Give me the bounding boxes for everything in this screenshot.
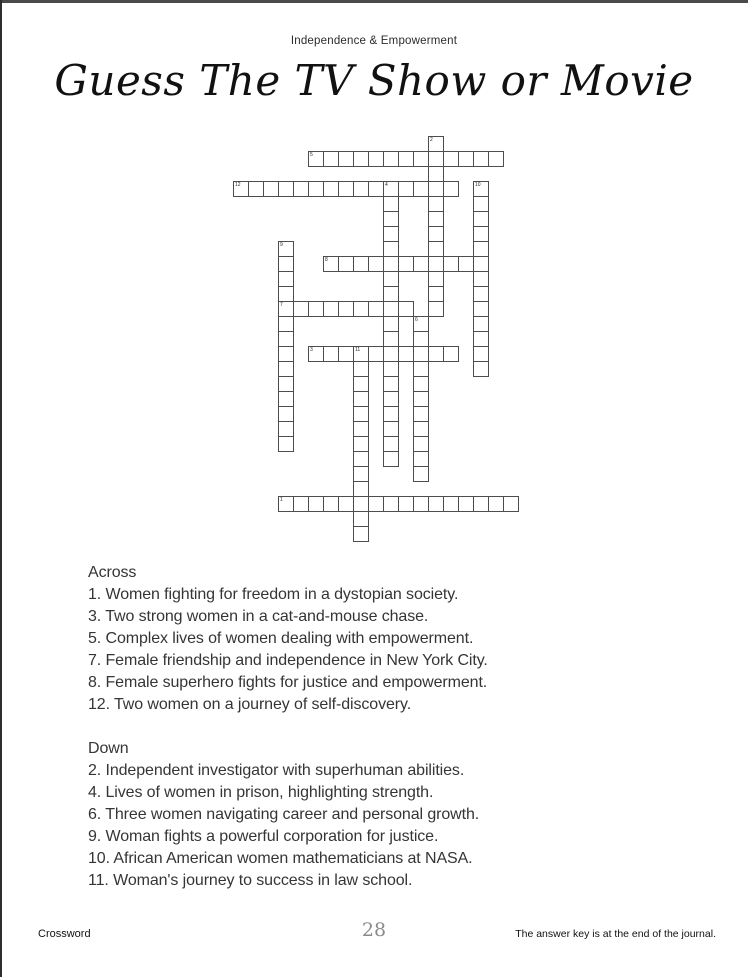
crossword-cell[interactable] — [503, 496, 519, 512]
crossword-cell[interactable] — [323, 181, 339, 197]
crossword-cell[interactable] — [278, 301, 294, 317]
crossword-cell[interactable] — [308, 181, 324, 197]
crossword-cell[interactable] — [413, 151, 429, 167]
crossword-cell[interactable] — [398, 181, 414, 197]
crossword-cell[interactable] — [383, 226, 399, 242]
crossword-cell[interactable] — [428, 166, 444, 182]
crossword-cell[interactable] — [428, 136, 444, 152]
crossword-cell[interactable] — [368, 496, 384, 512]
clue-5: 5. Complex lives of women dealing with empowerment. — [88, 630, 474, 647]
crossword-cell[interactable] — [473, 301, 489, 317]
crossword-cell[interactable] — [278, 271, 294, 287]
crossword-grid — [233, 136, 519, 542]
clue-10: 10. African American women mathematicians at NASA. — [88, 850, 473, 867]
crossword-cell[interactable] — [338, 496, 354, 512]
cell-number: 3 — [310, 347, 313, 353]
crossword-cell[interactable] — [398, 496, 414, 512]
crossword-cell[interactable] — [353, 496, 369, 512]
crossword-cell[interactable] — [323, 151, 339, 167]
crossword-cell[interactable] — [278, 286, 294, 302]
crossword-cell[interactable] — [368, 301, 384, 317]
crossword-cell[interactable] — [428, 286, 444, 302]
crossword-cell[interactable] — [353, 391, 369, 407]
crossword-cell[interactable] — [428, 301, 444, 317]
crossword-cell[interactable] — [338, 151, 354, 167]
crossword-cell[interactable] — [383, 196, 399, 212]
crossword-cell[interactable] — [383, 376, 399, 392]
crossword-cell[interactable] — [278, 346, 294, 362]
crossword-cell[interactable] — [353, 376, 369, 392]
crossword-cell[interactable] — [278, 316, 294, 332]
crossword-cell[interactable] — [353, 256, 369, 272]
crossword-cell[interactable] — [383, 451, 399, 467]
crossword-cell[interactable] — [473, 226, 489, 242]
cell-number: 6 — [415, 317, 418, 323]
crossword-cell[interactable] — [353, 421, 369, 437]
crossword-cell[interactable] — [428, 256, 444, 272]
crossword-cell[interactable] — [413, 406, 429, 422]
crossword-cell[interactable] — [428, 226, 444, 242]
cell-number: 12 — [235, 182, 241, 188]
crossword-cell[interactable] — [338, 346, 354, 362]
crossword-cell[interactable] — [383, 241, 399, 257]
crossword-cell[interactable] — [293, 181, 309, 197]
crossword-cell[interactable] — [473, 151, 489, 167]
running-header: Independence & Empowerment — [290, 35, 458, 47]
crossword-cell[interactable] — [428, 211, 444, 227]
clue-6: 6. Three women navigating career and personal growth. — [88, 806, 480, 823]
crossword-cell[interactable] — [458, 151, 474, 167]
crossword-cell[interactable] — [413, 376, 429, 392]
crossword-cell[interactable] — [308, 496, 324, 512]
crossword-cell[interactable] — [428, 241, 444, 257]
crossword-cell[interactable] — [353, 481, 369, 497]
crossword-cell[interactable] — [413, 331, 429, 347]
crossword-cell[interactable] — [383, 301, 399, 317]
crossword-cell[interactable] — [278, 181, 294, 197]
crossword-cell[interactable] — [428, 496, 444, 512]
crossword-cell[interactable] — [473, 256, 489, 272]
crossword-cell[interactable] — [278, 421, 294, 437]
crossword-cell[interactable] — [398, 151, 414, 167]
crossword-cell[interactable] — [488, 151, 504, 167]
crossword-cell[interactable] — [413, 181, 429, 197]
crossword-cell[interactable] — [383, 181, 399, 197]
down-clue-list — [88, 760, 688, 892]
crossword-cell[interactable] — [278, 241, 294, 257]
clues-gap — [88, 716, 688, 738]
crossword-cell[interactable] — [488, 496, 504, 512]
crossword-cell[interactable] — [398, 256, 414, 272]
clue-2: 2. Independent investigator with superhuman abilities. — [88, 762, 465, 779]
page-title: Guess The TV Show or Movie — [54, 56, 694, 105]
crossword-cell[interactable] — [353, 346, 369, 362]
crossword-cell[interactable] — [428, 151, 444, 167]
crossword-cell[interactable] — [428, 196, 444, 212]
crossword-cell[interactable] — [473, 496, 489, 512]
crossword-cell[interactable] — [278, 256, 294, 272]
crossword-cell[interactable] — [278, 436, 294, 452]
clue-3: 3. Two strong women in a cat-and-mouse chase. — [88, 608, 429, 625]
crossword-cell[interactable] — [473, 271, 489, 287]
clue-12: 12. Two women on a journey of self-discovery. — [88, 696, 412, 713]
crossword-cell[interactable] — [413, 421, 429, 437]
crossword-cell[interactable] — [473, 286, 489, 302]
clues-section — [88, 562, 688, 892]
crossword-cell[interactable] — [368, 151, 384, 167]
crossword-cell[interactable] — [383, 361, 399, 377]
crossword-cell[interactable] — [338, 181, 354, 197]
crossword-cell[interactable] — [428, 181, 444, 197]
crossword-cell[interactable] — [473, 331, 489, 347]
crossword-cell[interactable] — [428, 346, 444, 362]
crossword-cell[interactable] — [293, 301, 309, 317]
cell-number: 9 — [280, 242, 283, 248]
crossword-cell[interactable] — [368, 256, 384, 272]
crossword-cell[interactable] — [383, 211, 399, 227]
crossword-cell[interactable] — [398, 346, 414, 362]
crossword-cell[interactable] — [278, 496, 294, 512]
crossword-cell[interactable] — [473, 196, 489, 212]
crossword-cell[interactable] — [383, 406, 399, 422]
clue-8: 8. Female superhero fights for justice and empowerment. — [88, 674, 488, 691]
crossword-cell[interactable] — [263, 181, 279, 197]
crossword-cell[interactable] — [383, 421, 399, 437]
cell-number: 10 — [475, 182, 481, 188]
crossword-cell[interactable] — [233, 181, 249, 197]
crossword-cell[interactable] — [443, 346, 459, 362]
clue-9: 9. Woman fights a powerful corporation for justice. — [88, 828, 439, 845]
crossword-cell[interactable] — [353, 511, 369, 527]
clue-4: 4. Lives of women in prison, highlighting strength. — [88, 784, 434, 801]
clue-11: 11. Woman's journey to success in law school. — [88, 872, 413, 889]
crossword-cell[interactable] — [353, 361, 369, 377]
cell-number: 7 — [280, 302, 283, 308]
crossword-cell[interactable] — [323, 256, 339, 272]
crossword-cell[interactable] — [383, 496, 399, 512]
crossword-cell[interactable] — [353, 181, 369, 197]
crossword-cell[interactable] — [428, 271, 444, 287]
crossword-cell[interactable] — [383, 436, 399, 452]
crossword-cell[interactable] — [473, 241, 489, 257]
crossword-cell[interactable] — [338, 256, 354, 272]
crossword-cell[interactable] — [353, 436, 369, 452]
cell-number: 5 — [310, 152, 313, 158]
crossword-cell[interactable] — [293, 496, 309, 512]
crossword-cell[interactable] — [458, 496, 474, 512]
crossword-cell[interactable] — [308, 151, 324, 167]
crossword-cell[interactable] — [413, 346, 429, 362]
crossword-cell[interactable] — [323, 346, 339, 362]
crossword-cell[interactable] — [413, 391, 429, 407]
page-top-border — [0, 0, 748, 3]
crossword-cell[interactable] — [248, 181, 264, 197]
crossword-cell[interactable] — [368, 181, 384, 197]
crossword-cell[interactable] — [473, 211, 489, 227]
crossword-cell[interactable] — [458, 256, 474, 272]
cell-number: 4 — [385, 182, 388, 188]
crossword-cell[interactable] — [443, 496, 459, 512]
crossword-cell[interactable] — [383, 391, 399, 407]
crossword-cell[interactable] — [353, 451, 369, 467]
page-number: 28 — [361, 919, 387, 941]
crossword-cell[interactable] — [323, 301, 339, 317]
cell-number: 1 — [280, 497, 283, 503]
page-left-border — [0, 0, 2, 977]
crossword-cell[interactable] — [383, 346, 399, 362]
crossword-cell[interactable] — [323, 496, 339, 512]
footer-section-label: Crossword — [38, 928, 91, 940]
crossword-cell[interactable] — [473, 361, 489, 377]
crossword-cell[interactable] — [413, 436, 429, 452]
clue-1: 1. Women fighting for freedom in a dystopian society. — [88, 586, 459, 603]
across-clue-list — [88, 584, 688, 716]
crossword-cell[interactable] — [413, 361, 429, 377]
crossword-cell[interactable] — [473, 346, 489, 362]
crossword-cell[interactable] — [278, 406, 294, 422]
crossword-cell[interactable] — [353, 466, 369, 482]
crossword-cell[interactable] — [278, 376, 294, 392]
crossword-cell[interactable] — [353, 406, 369, 422]
crossword-cell[interactable] — [278, 361, 294, 377]
crossword-cell[interactable] — [353, 151, 369, 167]
crossword-cell[interactable] — [383, 331, 399, 347]
crossword-cell[interactable] — [278, 391, 294, 407]
crossword-cell[interactable] — [413, 466, 429, 482]
footer-note: The answer key is at the end of the journal. — [515, 928, 716, 940]
crossword-cell[interactable] — [413, 316, 429, 332]
cell-number: 8 — [325, 257, 328, 263]
cell-number: 11 — [355, 347, 361, 353]
crossword-cell[interactable] — [443, 181, 459, 197]
cell-number: 2 — [430, 137, 433, 143]
down-heading: Down — [88, 740, 129, 757]
crossword-cell[interactable] — [353, 526, 369, 542]
crossword-cell[interactable] — [338, 301, 354, 317]
crossword-cell[interactable] — [308, 301, 324, 317]
crossword-cell[interactable] — [473, 181, 489, 197]
crossword-cell[interactable] — [308, 346, 324, 362]
crossword-cell[interactable] — [368, 346, 384, 362]
crossword-cell[interactable] — [383, 286, 399, 302]
crossword-cell[interactable] — [413, 496, 429, 512]
crossword-cell[interactable] — [398, 301, 414, 317]
crossword-cell[interactable] — [413, 451, 429, 467]
crossword-cell[interactable] — [383, 271, 399, 287]
crossword-cell[interactable] — [383, 256, 399, 272]
crossword-cell[interactable] — [473, 316, 489, 332]
across-heading: Across — [88, 564, 137, 581]
crossword-cell[interactable] — [353, 301, 369, 317]
crossword-cell[interactable] — [443, 151, 459, 167]
crossword-cell[interactable] — [413, 256, 429, 272]
crossword-cell[interactable] — [278, 331, 294, 347]
crossword-cell[interactable] — [443, 256, 459, 272]
clue-7: 7. Female friendship and independence in New York City. — [88, 652, 488, 669]
crossword-cell[interactable] — [383, 316, 399, 332]
crossword-cell[interactable] — [383, 151, 399, 167]
